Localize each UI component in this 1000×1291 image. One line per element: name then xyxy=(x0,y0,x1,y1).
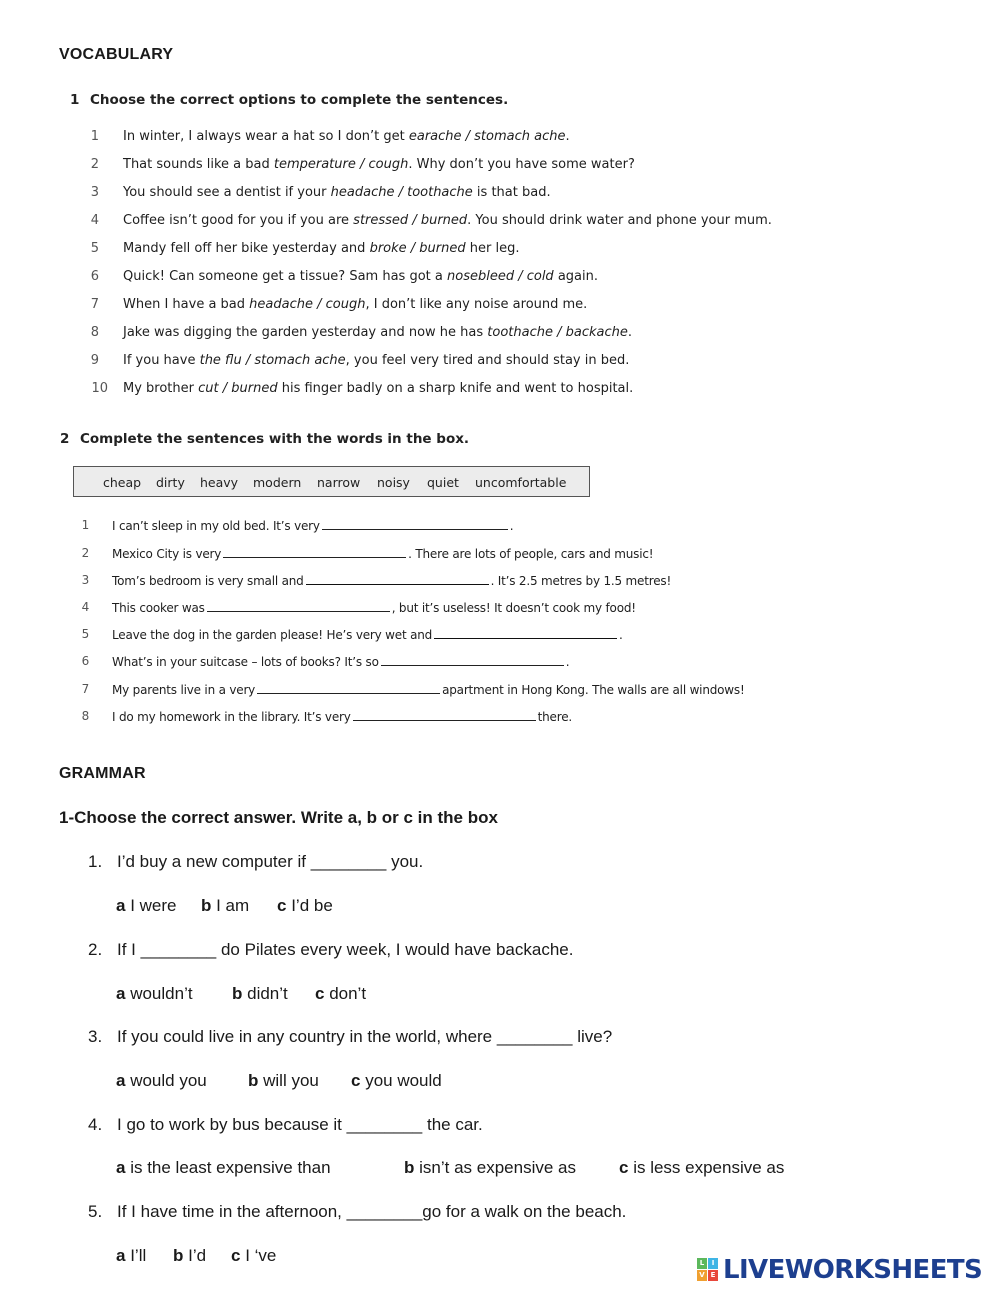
ex1-item-text-end: . You should drink water and phone your mum. xyxy=(467,213,772,228)
answer-option[interactable] xyxy=(116,896,177,916)
exercise-1-heading xyxy=(70,92,508,108)
answer-blank[interactable] xyxy=(322,518,508,530)
ex1-item-text: Jake was digging the garden yesterday and now he has xyxy=(123,325,488,340)
answer-option[interactable] xyxy=(116,1158,331,1178)
ex2-item-text: I do my homework in the library. It’s very xyxy=(112,710,351,724)
ex1-item-text-end: . Why don’t you have some water? xyxy=(408,157,635,172)
question-text: I’d buy a new computer if ________ you. xyxy=(117,852,424,871)
option-text: I’ll xyxy=(125,1246,147,1265)
ex1-item-options[interactable]: nosebleed / cold xyxy=(447,269,554,284)
logo-cube-icon: L I V E xyxy=(697,1258,719,1282)
option-text: don’t xyxy=(324,984,367,1003)
option-text: didn’t xyxy=(242,984,288,1003)
answer-option[interactable] xyxy=(173,1246,206,1266)
option-letter: b xyxy=(232,984,243,1003)
answer-option[interactable] xyxy=(116,1071,207,1091)
ex1-item-text-end: . xyxy=(627,325,633,340)
ex2-item-number: 4 xyxy=(81,600,89,614)
option-letter: b xyxy=(173,1246,184,1265)
ex1-item-text: When I have a bad xyxy=(123,297,250,312)
grammar-heading: GRAMMAR xyxy=(59,765,146,782)
word-box-word: dirty xyxy=(156,475,185,490)
ex1-item-number: 4 xyxy=(90,213,99,228)
ex1-item-text-end: , I don’t like any noise around me. xyxy=(365,297,588,312)
option-letter: a xyxy=(116,1246,126,1265)
ex2-item-number: 1 xyxy=(81,518,89,532)
option-letter: b xyxy=(404,1158,415,1177)
word-box-word: modern xyxy=(253,475,302,490)
ex1-item-number: 2 xyxy=(90,157,99,172)
option-text: I am xyxy=(211,896,250,915)
liveworksheets-logo xyxy=(697,1255,997,1285)
ex1-item-options[interactable]: cut / burned xyxy=(198,381,278,396)
ex2-item-number: 2 xyxy=(81,546,89,560)
ex2-item-text-end: . There are lots of people, cars and music! xyxy=(408,547,654,561)
question-number: 2. xyxy=(88,940,103,959)
answer-option[interactable] xyxy=(116,984,193,1004)
ex1-item-text: Coffee isn’t good for you if you are xyxy=(123,213,354,228)
answer-option[interactable] xyxy=(351,1071,442,1091)
ex1-item-options[interactable]: headache / cough xyxy=(249,297,366,312)
ex1-item-number: 7 xyxy=(90,297,99,312)
ex2-item-text: My parents live in a very xyxy=(112,683,256,697)
ex1-item-number: 9 xyxy=(90,353,99,368)
ex1-item-options[interactable]: headache / toothache xyxy=(330,185,473,200)
ex2-item-text: Mexico City is very xyxy=(112,547,222,561)
exercise-1-instruction: Choose the correct options to complete the sentences. xyxy=(90,92,509,108)
ex2-item-text-end: . xyxy=(509,519,514,533)
option-text: is less expensive as xyxy=(628,1158,785,1177)
exercise-1-number: 1 xyxy=(70,92,80,108)
ex2-item-text: Tom’s bedroom is very small and xyxy=(112,574,304,588)
ex1-item-text: If you have xyxy=(123,353,200,368)
answer-option[interactable] xyxy=(619,1158,784,1178)
ex1-item-options[interactable]: toothache / backache xyxy=(487,325,628,340)
ex2-item-text-end: . xyxy=(619,628,623,642)
answer-option[interactable] xyxy=(248,1071,319,1091)
word-box xyxy=(73,466,590,497)
answer-blank[interactable] xyxy=(257,682,440,694)
ex1-item-text-end: her leg. xyxy=(465,241,520,256)
option-letter: b xyxy=(248,1071,259,1090)
option-text: I’d xyxy=(183,1246,207,1265)
option-letter: b xyxy=(201,896,212,915)
ex2-item-text: This cooker was xyxy=(112,601,205,615)
question-number: 3. xyxy=(88,1027,103,1046)
ex2-item-number: 5 xyxy=(81,627,89,641)
option-letter: c xyxy=(619,1158,629,1177)
ex1-item-options[interactable]: broke / burned xyxy=(369,241,466,256)
question-text: If I have time in the afternoon, ________go for a walk on the beach. xyxy=(117,1202,627,1221)
option-letter: a xyxy=(116,984,126,1003)
option-text: you would xyxy=(360,1071,442,1090)
option-text: I ‘ve xyxy=(240,1246,277,1265)
option-text: wouldn’t xyxy=(125,984,193,1003)
ex1-item-number: 5 xyxy=(90,241,99,256)
ex2-item-number: 6 xyxy=(81,654,89,668)
ex1-item-text: You should see a dentist if your xyxy=(123,185,331,200)
ex2-item-text: What’s in your suitcase – lots of books? It’s so xyxy=(112,655,379,669)
option-text: will you xyxy=(258,1071,319,1090)
word-box-word: uncomfortable xyxy=(475,475,567,490)
ex1-item-text: My brother xyxy=(123,381,199,396)
answer-option[interactable] xyxy=(404,1158,576,1178)
option-letter: c xyxy=(277,896,287,915)
word-box-word: heavy xyxy=(200,475,239,490)
ex1-item-text-end: . xyxy=(565,129,570,144)
option-text: I were xyxy=(125,896,177,915)
ex1-item-text: In winter, I always wear a hat so I don’t get xyxy=(123,129,409,144)
answer-option[interactable] xyxy=(231,1246,276,1266)
ex1-item-text: Quick! Can someone get a tissue? Sam has got a xyxy=(123,269,447,284)
ex2-item-text-end: apartment in Hong Kong. The walls are all windows! xyxy=(442,683,745,697)
answer-blank[interactable] xyxy=(223,546,406,558)
answer-option[interactable] xyxy=(277,896,333,916)
question-number: 4. xyxy=(88,1115,103,1134)
answer-option[interactable] xyxy=(315,984,366,1004)
word-box-word: narrow xyxy=(317,475,361,490)
ex2-item-text-end: . It’s 2.5 metres by 1.5 metres! xyxy=(490,574,672,588)
answer-blank[interactable] xyxy=(381,654,564,666)
ex2-item-text: Leave the dog in the garden please! He’s very wet and xyxy=(112,628,433,642)
ex1-item-number: 1 xyxy=(90,129,99,144)
vocabulary-heading: VOCABULARY xyxy=(59,46,174,63)
option-text: is the least expensive than xyxy=(125,1158,331,1177)
ex1-item-options[interactable]: stressed / burned xyxy=(353,213,468,228)
logo-text: LIVEWORKSHEETS xyxy=(723,1255,983,1285)
answer-blank[interactable] xyxy=(353,709,536,721)
ex2-item-text-end: , but it’s useless! It doesn’t cook my food! xyxy=(391,601,636,615)
ex1-item-number: 8 xyxy=(90,325,99,340)
question-text: I go to work by bus because it ________ the car. xyxy=(117,1115,483,1134)
option-letter: a xyxy=(116,1158,126,1177)
word-box-word: cheap xyxy=(103,475,142,490)
ex1-item-text: That sounds like a bad xyxy=(123,157,274,172)
ex2-item-text: I can’t sleep in my old bed. It’s very xyxy=(112,519,320,533)
answer-option[interactable] xyxy=(232,984,288,1004)
answer-blank[interactable] xyxy=(207,600,390,612)
grammar-instruction: 1-Choose the correct answer. Write a, b or c in the box xyxy=(59,808,498,827)
ex1-item-number: 3 xyxy=(90,185,99,200)
ex1-item-number: 6 xyxy=(90,269,99,284)
ex2-item-number: 3 xyxy=(81,573,89,587)
question-number: 1. xyxy=(88,852,103,871)
ex1-item-text: Mandy fell off her bike yesterday and xyxy=(123,241,370,256)
answer-blank[interactable] xyxy=(306,573,489,585)
ex1-item-text-end: his finger badly on a sharp knife and went to hospital. xyxy=(277,381,634,396)
answer-option[interactable] xyxy=(116,1246,146,1266)
ex1-item-text-end: again. xyxy=(553,269,598,284)
ex2-item-text-end: there. xyxy=(537,710,573,724)
ex2-item-number: 8 xyxy=(81,709,89,723)
ex1-item-options[interactable]: earache / stomach ache xyxy=(408,129,566,144)
word-box-word: quiet xyxy=(427,475,459,490)
ex1-item-text-end: , you feel very tired and should stay in bed. xyxy=(345,353,630,368)
option-text: isn’t as expensive as xyxy=(414,1158,576,1177)
answer-option[interactable] xyxy=(201,896,249,916)
answer-blank[interactable] xyxy=(434,627,617,639)
option-letter: a xyxy=(116,896,126,915)
ex2-item-number: 7 xyxy=(81,682,89,696)
option-letter: c xyxy=(231,1246,241,1265)
option-letter: c xyxy=(351,1071,361,1090)
exercise-2-heading xyxy=(60,431,469,447)
question-number: 5. xyxy=(88,1202,103,1221)
option-letter: c xyxy=(315,984,325,1003)
ex2-item-text-end: . xyxy=(565,655,570,669)
option-text: I’d be xyxy=(286,896,333,915)
ex1-item-text-end: is that bad. xyxy=(472,185,551,200)
exercise-2-instruction: Complete the sentences with the words in the box. xyxy=(80,431,470,447)
option-letter: a xyxy=(116,1071,126,1090)
ex1-item-number: 10 xyxy=(91,381,108,396)
ex1-item-options[interactable]: temperature / cough xyxy=(273,157,409,172)
ex1-item-options[interactable]: the flu / stomach ache xyxy=(199,353,346,368)
option-text: would you xyxy=(125,1071,207,1090)
word-box-word: noisy xyxy=(377,475,410,490)
question-text: If I ________ do Pilates every week, I would have backache. xyxy=(117,940,574,959)
question-text: If you could live in any country in the world, where ________ live? xyxy=(117,1027,613,1046)
exercise-2-number: 2 xyxy=(60,431,70,447)
